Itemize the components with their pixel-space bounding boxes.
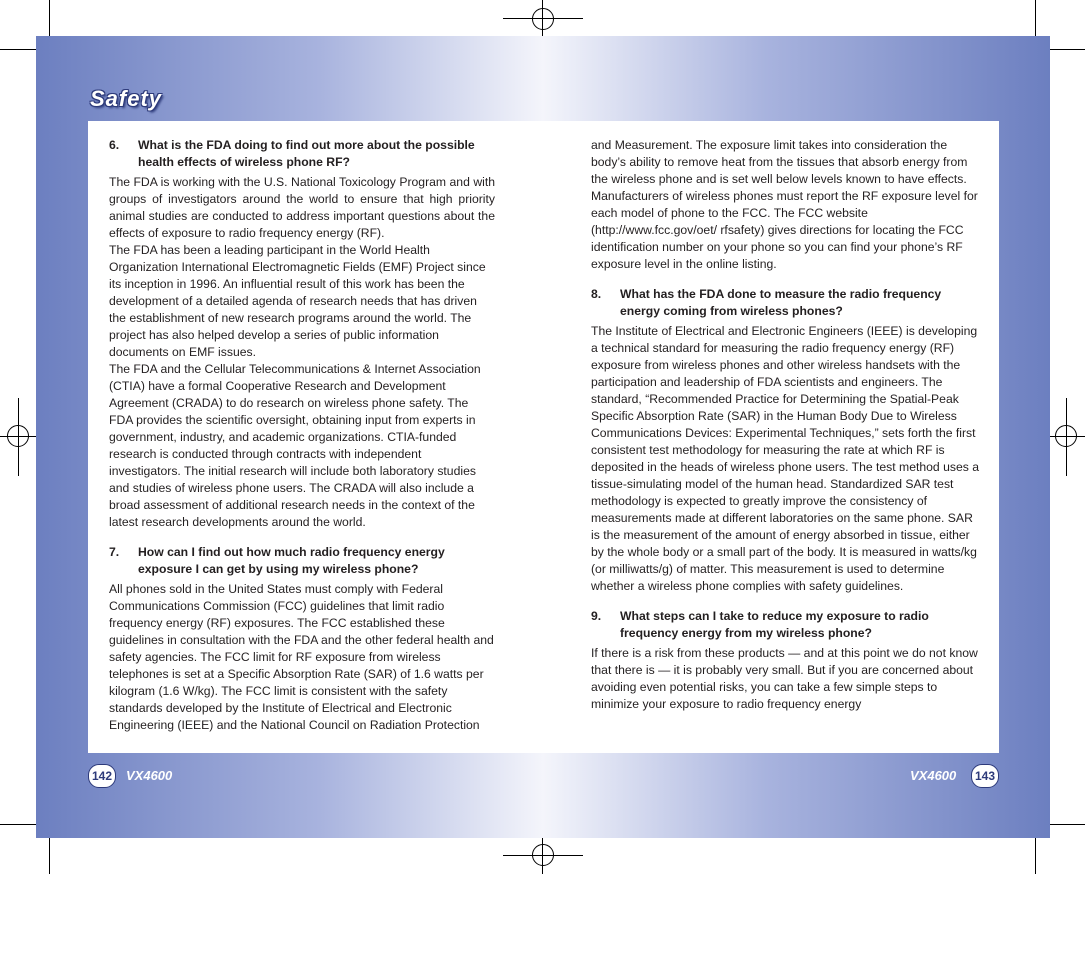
paragraph: The FDA is working with the U.S. National Toxicology Program and with groups of investigators around the world to ensure that high priority animal studies are conducted to address important questions about the effects of exposure to radio frequency energy (RF). xyxy=(109,175,495,240)
left-column xyxy=(109,137,495,734)
question-number: 6. xyxy=(109,138,120,152)
question-text: What steps can I take to reduce my exposure to radio frequency energy from my wireless phone? xyxy=(620,609,929,640)
question-6 xyxy=(109,137,495,171)
model-name-left: VX4600 xyxy=(126,768,173,783)
page-number-left: 142 xyxy=(88,764,116,788)
question-text: How can I find out how much radio frequency energy exposure I can get by using my wireless phone? xyxy=(138,545,445,576)
paragraph: and Measurement. The exposure limit takes into consideration the body’s ability to remove heat from the tissues that absorb energy from the wireless phone and is set well below levels known to have effects. Manufacturers of wireless phones must report the RF exposure level for each model of phone to the FCC. The FCC website (http://www.fcc.gov/oet/ rfsafety) gives directions for locating the FCC identification number on your phone so you can find your phone’s RF exposure level in the online listing. xyxy=(591,138,978,271)
question-number: 9. xyxy=(591,609,602,623)
paragraph: The Institute of Electrical and Electronic Engineers (IEEE) is developing a technical standard for measuring the radio frequency energy (RF) exposure from wireless phones and other wireless handsets with the participation and leadership of FDA scientists and engineers. The standard, “Recommended Practice for Determining the Spatial-Peak Specific Absorption Rate (SAR) in the Human Body Due to Wireless Communications Devices: Experimental Techniques,” sets forth the first consistent test methodology for measuring the rate at which RF is deposited in the heads of wireless phone users. The test method uses a tissue-simulating model of the human head. Standardized SAR test methodology is expected to greatly improve the consistency of measurements made at different laboratories on the same phone. SAR is the measurement of the amount of energy absorbed in tissue, either by the whole body or a small part of the body. It is measured in watts/kg (or milliwatts/g) of matter. This measurement is used to determine whether a wireless phone complies with safety guidelines. xyxy=(591,324,979,593)
question-number: 7. xyxy=(109,545,120,559)
question-8 xyxy=(591,286,979,320)
question-text: What is the FDA doing to find out more about the possible health effects of wireless phone RF? xyxy=(138,138,475,169)
question-text: What has the FDA done to measure the radio frequency energy coming from wireless phones? xyxy=(620,287,942,318)
paragraph: If there is a risk from these products — and at this point we do not know that there is — it is probably very small. But if you are concerned about avoiding even potential risks, you can take a few simple steps to minimize your exposure to radio frequency energy xyxy=(591,646,978,711)
section-title: Safety xyxy=(90,86,163,111)
question-number: 8. xyxy=(591,287,602,301)
question-9 xyxy=(591,608,979,642)
page-number-right: 143 xyxy=(971,764,999,788)
paragraph: The FDA has been a leading participant in the World Health Organization International Electromagnetic Fields (EMF) Project since its inception in 1996. An influential result of this work has been the development of a detailed agenda of research needs that has driven the establishment of new research programs around the world. The project has also helped develop a series of public information documents on EMF issues. xyxy=(109,243,486,359)
paragraph: All phones sold in the United States must comply with Federal Communications Commission (FCC) guidelines that limit radio frequency energy (RF) exposures. The FCC established these guidelines in consultation with the FDA and the other federal health and safety agencies. The FCC limit for RF exposure from wireless telephones is set at a Specific Absorption Rate (SAR) of 1.6 watts per kilogram (1.6 W/kg). The FCC limit is consistent with the safety standards developed by the Institute of Electrical and Electronic Engineering (IEEE) and the National Council on Radiation Protection xyxy=(109,582,494,732)
paragraph: The FDA and the Cellular Telecommunications & Internet Association (CTIA) have a formal Cooperative Research and Development Agreement (CRADA) to do research on wireless phone safety. The FDA provides the scientific oversight, obtaining input from experts in government, industry, and academic organizations. CTIA-funded research is conducted through contracts with independent investigators. The initial research will include both laboratory studies and studies of wireless phone users. The CRADA will also include a broad assessment of additional research needs in the context of the latest research developments around the world. xyxy=(109,362,481,529)
question-7 xyxy=(109,544,495,578)
model-name-right: VX4600 xyxy=(910,768,957,783)
right-column xyxy=(591,137,979,713)
